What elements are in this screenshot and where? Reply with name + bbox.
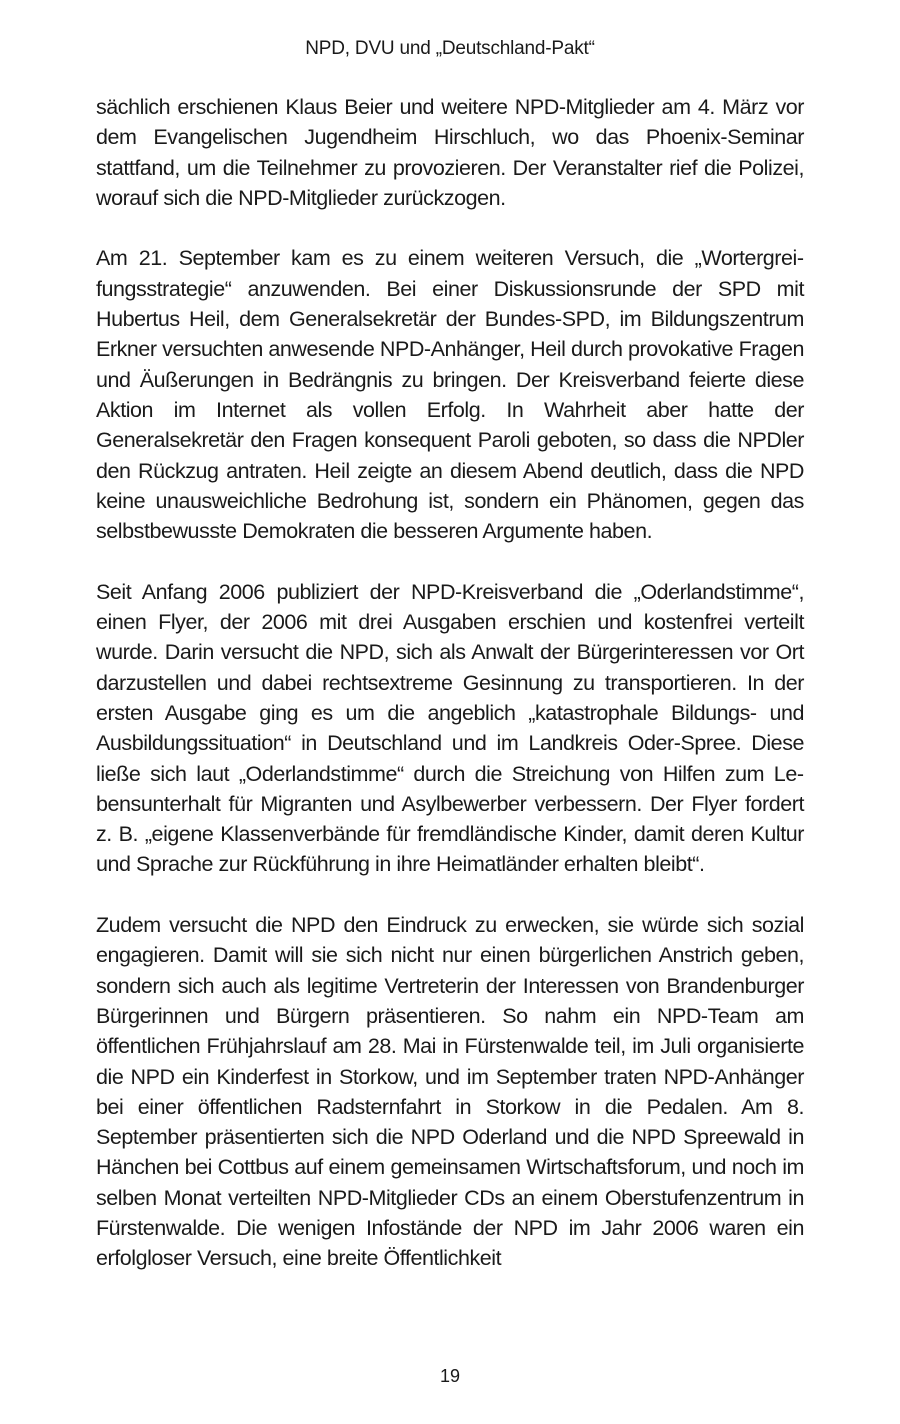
- paragraph-3: Seit Anfang 2006 publiziert der NPD-Kreisverband die „Oderlandstimme“, einen Flyer, der 2006 mit drei Ausgaben erschien und kostenfrei verteilt wurde. Darin versucht die NPD, sich als Anwalt der Bürgerinteressen vor Ort darzustellen und dabei rechtsextreme Gesinnung zu transportieren. In der ersten Ausgabe ging es um die angeblich „katastrophale Bildungs- und Ausbildungssituation“ in Deutschland und im Landkreis Oder-Spree. Diese ließe sich laut „Oderlandstimme“ durch die Streichung von Hilfen zum Lebensunterhalt für Migranten und Asylbewerber verbessern. Der Flyer fordert z. B. „eigene Klassenverbände für fremdländische Kinder, damit deren Kultur und Sprache zur Rückführung in ihre Heimatländer erhalten bleibt“.: [96, 579, 804, 877]
- paragraph-1: sächlich erschienen Klaus Beier und weitere NPD-Mitglieder am 4. März vor dem Evangelischen Jugendheim Hirschluch, wo das Phoenix-Seminar stattfand, um die Teilnehmer zu provozieren. Der Veranstalter rief die Polizei, worauf sich die NPD-Mitglieder zurückzogen.: [96, 95, 804, 210]
- paragraph-4: Zudem versucht die NPD den Eindruck zu erwecken, sie würde sich sozial engagieren. Damit will sie sich nicht nur einen bürgerlichen Anstrich geben, sondern sich auch als legitime Vertreterin der Interessen von Brandenburger Bürgerinnen und Bürgern präsentieren. So nahm ein NPD-Team am öffentlichen Frühjahrslauf am 28. Mai in Fürstenwalde teil, im Juli organisierte die NPD ein Kinderfest in Storkow, und im September traten NPD-Anhänger bei einer öffentlichen Radsternfahrt in Storkow in die Pedalen. Am 8. September präsentierten sich die NPD Oderland und die NPD Spreewald in Hänchen bei Cottbus auf einem gemeinsamen Wirtschaftsforum, und noch im selben Monat verteilten NPD-Mitglieder CDs an einem Oberstufenzentrum in Fürstenwalde. Die wenigen Infostände der NPD im Jahr 2006 waren ein erfolgloser Versuch, eine breite Öffentlichkeit: [96, 913, 804, 1271]
- body-text: [96, 92, 804, 1274]
- running-header: NPD, DVU und „Deutschland-Pakt“: [305, 38, 595, 59]
- paragraph-2: Am 21. September kam es zu einem weiteren Versuch, die „Wortergreifungsstrategie“ anzuwenden. Bei einer Diskussionsrunde der SPD mit Hubertus Heil, dem Generalsekretär der Bundes-SPD, im Bildungszentrum Erkner versuchten anwesende NPD-Anhänger, Heil durch provokative Fragen und Äußerungen in Bedrängnis zu bringen. Der Kreisverband feierte diese Aktion im Internet als vollen Erfolg. In Wahrheit aber hatte der Generalsekretär den Fragen konsequent Paroli geboten, so dass die NPDler den Rückzug antraten. Heil zeigte an diesem Abend deutlich, dass die NPD keine unausweichliche Bedrohung ist, sondern ein Phänomen, gegen das selbstbewusste Demokraten die besseren Argumente haben.: [96, 246, 804, 544]
- page-number: 19: [439, 1366, 461, 1386]
